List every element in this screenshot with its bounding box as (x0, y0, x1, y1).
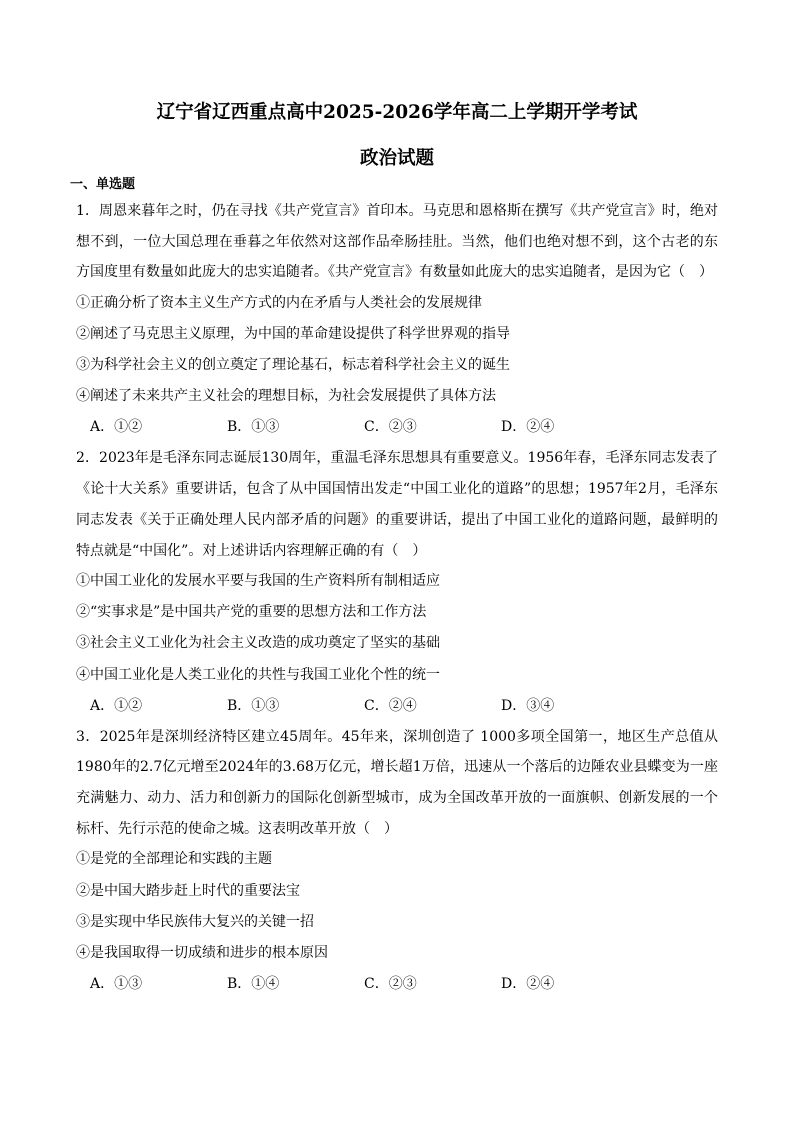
question-1-statement-3: ③为科学社会主义的创立奠定了理论基石，标志着科学社会主义的诞生 (76, 357, 510, 374)
question-3-statement-3: ③是实现中华民族伟大复兴的关键一招 (76, 913, 314, 930)
question-1-choice-d: D．②④ (501, 419, 555, 436)
question-3-choice-d: D．②④ (501, 975, 555, 992)
question-3-statement-2: ②是中国大踏步赶上时代的重要法宝 (76, 882, 300, 899)
question-2-statement-3: ③社会主义工业化为社会主义改造的成功奠定了坚实的基础 (76, 635, 440, 652)
question-2-choice-b: B．①③ (227, 697, 280, 714)
question-3-statement-4: ④是我国取得一切成绩和进步的根本原因 (76, 944, 328, 961)
question-1-choice-a: A．①② (90, 419, 143, 436)
question-1-choice-c: C．②③ (364, 419, 417, 436)
question-3 (76, 722, 718, 1000)
question-3-stem: 3．2025年是深圳经济特区建立45周年。45年来，深圳创造了 1000多项全国第一，地区生产总值从1980年的2.7亿元增至2024年的3.68万亿元，增长超1万倍，迅速从一个落后的边陲农业县蝶变为一座充满魅力、动力、活力和创新力的国际化创新型城市，成为全国改革开放的一面旗帜、创新发展的一个标杆、先行示范的使命之城。这表明改革开放（ ） (76, 728, 718, 837)
question-1-choice-b: B．①③ (227, 419, 280, 436)
question-3-choice-c: C．②③ (364, 975, 417, 992)
question-2-choice-c: C．②④ (364, 697, 417, 714)
question-3-statement-1: ①是党的全部理论和实践的主题 (76, 851, 272, 868)
section-heading: 一、单选题 (70, 177, 136, 192)
question-1-stem: 1．周恩来暮年之时，仍在寻找《共产党宣言》首印本。马克思和恩格斯在撰写《共产党宣言》时，绝对想不到，一位大国总理在垂暮之年依然对这部作品牵肠挂肚。当然，他们也绝对想不到，这个古老的东方国度里有数量如此庞大的忠实追随者。《共产党宣言》有数量如此庞大的忠实追随者，是因为它（ ） (76, 203, 718, 281)
question-1-statement-4: ④阐述了未来共产主义社会的理想目标，为社会发展提供了具体方法 (76, 388, 496, 405)
exam-subject: 政治试题 (359, 148, 434, 169)
question-2-statement-1: ①中国工业化的发展水平要与我国的生产资料所有制相适应 (76, 573, 440, 590)
question-3-choice-a: A．①③ (90, 975, 143, 992)
question-2-choices (76, 691, 718, 722)
question-3-choices (76, 969, 718, 1000)
question-2 (76, 443, 718, 721)
question-1 (76, 196, 718, 443)
question-2-statement-2: ②“实事求是”是中国共产党的重要的思想方法和工作方法 (76, 604, 427, 621)
exam-title: 辽宁省辽西重点高中2025-2026学年高二上学期开学考试 (156, 102, 638, 123)
question-2-choice-a: A．①② (90, 697, 143, 714)
question-2-statement-4: ④中国工业化是人类工业化的共性与我国工业化个性的统一 (76, 666, 440, 683)
question-2-stem: 2．2023年是毛泽东同志诞辰130周年，重温毛泽东思想具有重要意义。1956年春，毛泽东同志发表了《论十大关系》重要讲话，包含了从中国国情出发走“中国工业化的道路”的思想；1957年2月，毛泽东同志发表《关于正确处理人民内部矛盾的问题》的重要讲话，提出了中国工业化的道路问题，最鲜明的特点就是“中国化”。对上述讲话内容理解正确的有（ ） (76, 450, 718, 559)
question-1-statement-2: ②阐述了马克思主义原理，为中国的革命建设提供了科学世界观的指导 (76, 326, 510, 343)
question-1-statement-1: ①正确分析了资本主义生产方式的内在矛盾与人类社会的发展规律 (76, 295, 482, 312)
question-2-choice-d: D．③④ (501, 697, 555, 714)
question-3-choice-b: B．①④ (227, 975, 280, 992)
question-1-choices (76, 412, 718, 443)
